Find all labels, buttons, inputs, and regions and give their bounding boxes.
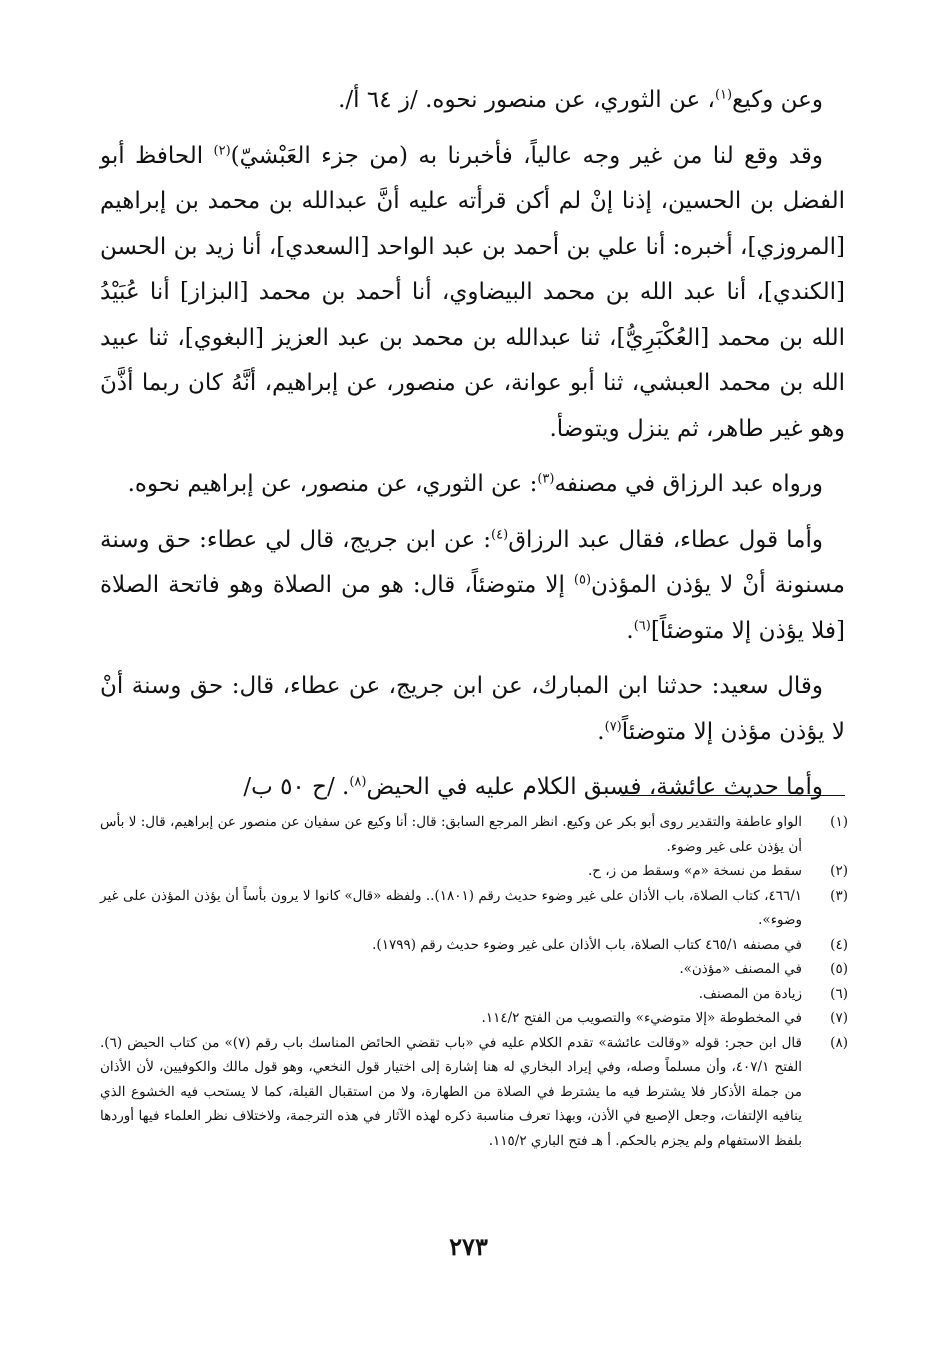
footnote-4 <box>100 933 848 958</box>
paragraph-5 <box>100 664 845 755</box>
footnote-text: ٤٦٦/١، كتاب الصلاة، باب الأذان على غير وضوء حديث رقم (١٨٠١).. ولفظه «قال» كانوا لا يرون بأساً أن يؤذن المؤذن على غير وضوء». <box>100 887 802 928</box>
paragraph-3 <box>100 462 845 508</box>
footnote-ref: (٦) <box>633 617 651 633</box>
footnote-number: (٧) <box>830 1010 848 1026</box>
paragraph-4 <box>100 518 845 655</box>
text-run: ، عن الثوري، عن منصور نحوه. /ز ٦٤ أ/. <box>338 87 715 113</box>
main-text <box>100 78 845 821</box>
footnote-ref: (٣) <box>537 471 555 487</box>
footnote-number: (٥) <box>830 961 848 977</box>
footnote-3 <box>100 884 848 933</box>
footnote-separator <box>620 795 845 796</box>
footnote-ref: (١) <box>714 87 733 103</box>
footnote-ref: (٧) <box>604 718 622 734</box>
page-number: ٢٧٣ <box>449 1232 488 1261</box>
text-run: . <box>626 617 634 644</box>
footnote-text: زيادة من المصنف. <box>698 985 802 1002</box>
footnote-ref: (٢) <box>213 142 231 158</box>
text-run: إلا متوضئاً، قال: هو من الصلاة وهو فاتحة الصلاة [فلا يؤذن إلا متوضئاً] <box>100 572 845 644</box>
footnote-number: (٨) <box>830 1034 848 1051</box>
footnote-number: (٢) <box>830 863 848 879</box>
text-run: الحافظ أبو الفضل بن الحسين، إذنا إنْ لم أكن قرأته عليه أنَّ عبدالله بن محمد بن إبراهيم [المروزي]، أخبره: أنا علي بن أحمد بن عبد الواحد [السعدي]، أنا زيد بن الحسن [الكندي]، أنا عبد الله بن محمد البيضاوي، أنا أحمد بن محمد [البزاز] أنا عُبَيْدُ الله بن محمد [العُكْبَرِيُّ]، ثنا عبدالله بن محمد بن عبد العزيز [البغوي]، ثنا عبيد الله بن محمد العبشي، ثنا أبو عوانة، عن منصور، عن إبراهيم، أنَّهُ كان ربما أذَّنَ وهو غير طاهر، ثم ينزل ويتوضأ. <box>100 142 845 442</box>
footnote-number: (٤) <box>830 936 848 953</box>
footnote-7 <box>100 1006 848 1031</box>
text-run: . /ح ٥٠ ب/ <box>243 774 350 800</box>
paragraph-2 <box>100 134 845 453</box>
footnotes <box>100 810 848 1153</box>
footnote-number: (٦) <box>830 985 848 1002</box>
text-run: : عن الثوري، عن منصور، عن إبراهيم نحوه. <box>127 471 538 497</box>
footnote-ref: (٨) <box>349 774 367 790</box>
footnote-6 <box>100 982 848 1007</box>
footnote-number: (٣) <box>830 887 848 904</box>
footnote-text: الواو عاطفة والتقدير روى أبو بكر عن وكيع. انظر المرجع السابق: قال: أنا وكيع عن سفيان عن منصور عن إبراهيم، قال: لا بأس أن يؤذن على غير وضوء. <box>100 814 802 855</box>
footnote-1 <box>100 810 848 859</box>
text-run: وأما حديث عائشة، فسبق الكلام عليه في الحيض <box>366 774 823 800</box>
text-run: : عن ابن جريج، قال لي عطاء: حق وسنة مسنونة أنْ لا يؤذن المؤذن <box>100 526 845 598</box>
footnote-2 <box>100 859 848 884</box>
text-run: وقد وقع لنا من غير وجه عالياً، فأخبرنا به (من جزء العَبْشيّ) <box>230 142 824 169</box>
footnote-5 <box>100 957 848 982</box>
footnote-text: قال ابن حجر: قوله «وقالت عائشة» تقدم الكلام عليه في «باب تقضي الحائض المناسك باب رقم (٧)» من كتاب الحيض (٦). الفتح ٤٠٧/١، وأن مسلماً وصله، وفي إيراد البخاري له هنا إشارة إلى اختيار قول النخعي، وهو قول مالك والكوفيين، لأن الأذان من جملة الأذكار فلا يشترط فيه ما يشترط في الصلاة من الطهارة، ولا من استقبال القبلة، كما لا يستحب فيه الخشوع الذي ينافيه الإلتفات، وجعل الإصبع في الأذن، وبهذا تعرف مناسبة ذكره لهذه الآثار في هذه الترجمة، ولاختلاف نظر العلماء فيها أوردها بلفظ الاستفهام ولم يجزم بالحكم. أ هـ فتح الباري ١١٥/٢. <box>100 1034 802 1149</box>
footnote-text: في مصنفه ٤٦٥/١ كتاب الصلاة، باب الأذان على غير وضوء حديث رقم (١٧٩٩). <box>372 936 802 953</box>
text-run: وعن وكيع <box>732 87 823 113</box>
footnote-8 <box>100 1031 848 1154</box>
footnote-number: (١) <box>830 814 848 830</box>
text-run: وقال سعيد: حدثنا ابن المبارك، عن ابن جريج، عن عطاء، قال: حق وسنة أنْ لا يؤذن مؤذن إلا متوضئاً <box>100 673 845 745</box>
text-run: ورواه عبد الرزاق في مصنفه <box>554 471 823 497</box>
text-run: . <box>597 718 605 745</box>
paragraph-6 <box>100 765 845 811</box>
footnote-text: في المصنف «مؤذن». <box>679 961 802 977</box>
footnote-ref: (٥) <box>573 572 592 588</box>
footnote-ref: (٤) <box>491 526 509 542</box>
text-run: وأما قول عطاء، فقال عبد الرزاق <box>508 526 823 553</box>
footnote-text: سقط من نسخة «م» وسقط من ز، ح. <box>588 863 802 879</box>
footnote-text: في المخطوطة «إلا متوضيء» والتصويب من الفتح ١١٤/٢. <box>481 1010 802 1026</box>
paragraph-1 <box>100 78 845 124</box>
